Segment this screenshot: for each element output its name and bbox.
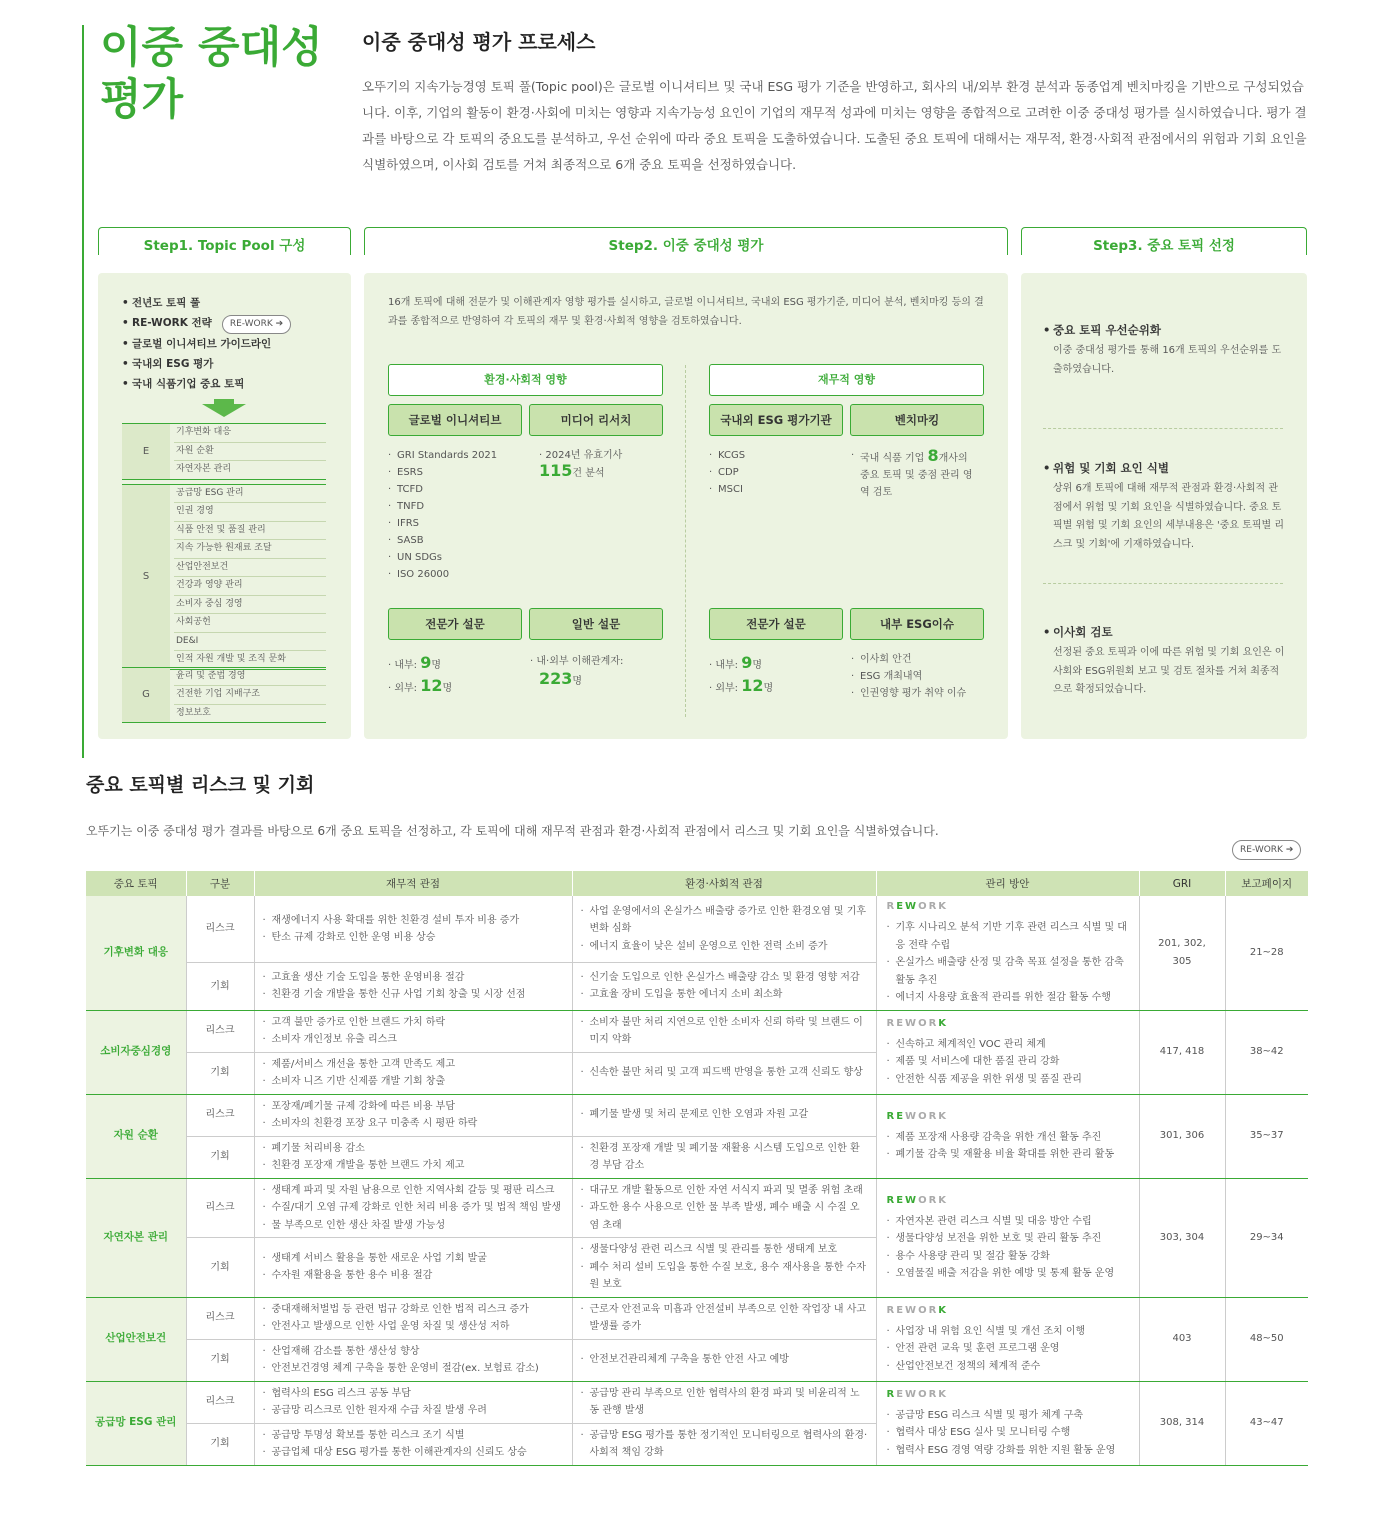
financial-opportunity bbox=[254, 963, 572, 1010]
rework-letters: REWORK bbox=[886, 901, 949, 912]
step2-description: 16개 토픽에 대해 전문가 및 이해관계자 영향 평가를 실시하고, 글로벌 이니셔티브, 국내외 ESG 평가기준, 미디어 분석, 벤치마킹 등의 결과를 종합적으로 반영하여 각 토픽의 재무 및 환경·사회적 영향을 검토하였습니다. bbox=[388, 297, 984, 327]
step1-header: Step1. Topic Pool 구성 bbox=[98, 227, 351, 255]
rework-letters: REWORK bbox=[886, 1194, 949, 1206]
risk-label: 리스크 bbox=[186, 1297, 254, 1339]
report-pages: 48~50 bbox=[1225, 1297, 1308, 1381]
internal-esg-issue-tag: 내부 ESG이슈 bbox=[850, 608, 984, 640]
benchmark-note: · 국내 식품 기업 8개사의 중요 토픽 및 중점 관리 영역 검토 bbox=[851, 446, 973, 498]
list-item: · IFRS bbox=[388, 515, 497, 532]
step3-panel bbox=[1021, 273, 1307, 739]
source-item: • RE-WORK 전략 RE-WORK ➔ bbox=[122, 313, 291, 334]
table-bullet: · 근로자 안전교육 미흡과 안전설비 부족으로 인한 작업장 내 사고 발생률 증가 bbox=[581, 1301, 868, 1336]
table-bullet: · 폐기물 발생 및 처리 문제로 인한 오염과 자원 고갈 bbox=[581, 1106, 868, 1124]
financial-risk bbox=[254, 1010, 572, 1052]
down-arrow-icon bbox=[202, 399, 246, 417]
list-item: · ESG 개최내역 bbox=[851, 668, 966, 685]
env-social-risk bbox=[572, 1178, 876, 1238]
table-bullet: · 공급망 ESG 평가를 통한 정기적인 모니터링으로 협력사의 환경·사회적 책임 강화 bbox=[581, 1427, 868, 1462]
esg-group-label: E bbox=[122, 424, 170, 479]
management-plan bbox=[876, 1094, 1139, 1178]
list-item: · 인권영향 평가 취약 이슈 bbox=[851, 685, 966, 702]
opportunity-label: 기회 bbox=[186, 1238, 254, 1298]
step3-risk-identify: • 위험 및 기회 요인 식별 상위 6개 토픽에 대해 재무적 관점과 환경·사회적 관점에서 위험 및 기회 요인을 식별하였습니다. 중요 토픽별 위험 및 기회 요인의 세부내용은 '중요 토픽별 리스크 및 기회'에 기재하였습니다. bbox=[1043, 458, 1285, 554]
topic-pool-item: 건강과 영양 관리 bbox=[174, 577, 326, 596]
table-bullet: · 공급망 관리 부족으로 인한 협력사의 환경 파괴 및 비윤리적 노동 관행 발생 bbox=[581, 1385, 868, 1420]
step2-panel bbox=[364, 273, 1008, 739]
opportunity-label: 기회 bbox=[186, 1423, 254, 1465]
topic-name: 산업안전보건 bbox=[86, 1297, 186, 1381]
gri-codes: 403 bbox=[1139, 1297, 1225, 1381]
table-bullet: · 신속한 불만 처리 및 고객 피드백 반영을 통한 고객 신뢰도 향상 bbox=[581, 1064, 868, 1082]
esg-group-s bbox=[122, 484, 326, 670]
management-plan bbox=[876, 896, 1139, 1010]
topic-name: 자연자본 관리 bbox=[86, 1178, 186, 1297]
step2-header: Step2. 이중 중대성 평가 bbox=[364, 227, 1008, 255]
env-social-opportunity bbox=[572, 1339, 876, 1381]
table-bullet: · 안전보건관리체계 구축을 통한 안전 사고 예방 bbox=[581, 1351, 868, 1369]
topic-pool-item: 지속 가능한 원재료 조달 bbox=[174, 540, 326, 559]
media-count: 115 bbox=[539, 461, 573, 480]
table-bullet: · 산업안전보건 정책의 체계적 준수 bbox=[887, 1358, 1131, 1376]
esg-agency-list bbox=[709, 447, 745, 498]
risk-section-desc: 오뚜기는 이중 중대성 평가 결과를 바탕으로 6개 중요 토픽을 선정하고, 각 토픽에 대해 재무적 관점과 환경·사회적 관점에서 리스크 및 기회 요인을 식별하였습니다. bbox=[86, 824, 939, 838]
esg-group-e bbox=[122, 423, 326, 480]
dashed-divider bbox=[685, 365, 686, 717]
table-bullet: · 탄소 규제 강화로 인한 운영 비용 상승 bbox=[263, 929, 564, 947]
list-item: · ISO 26000 bbox=[388, 566, 497, 583]
risk-section-title: 중요 토픽별 리스크 및 기회 bbox=[86, 774, 315, 796]
table-bullet: · 협력사 ESG 경영 역량 강화를 위한 지원 활동 운영 bbox=[887, 1442, 1131, 1460]
table-bullet: · 고객 불만 증가로 인한 브랜드 가치 하락 bbox=[263, 1014, 564, 1032]
gri-codes: 417, 418 bbox=[1139, 1010, 1225, 1094]
table-bullet: · 협력사 대상 ESG 실사 및 모니터링 수행 bbox=[887, 1424, 1131, 1442]
esg-rating-agency-tag: 국내외 ESG 평가기관 bbox=[709, 404, 843, 436]
column-header: 환경·사회적 관점 bbox=[572, 871, 876, 896]
topic-pool-item: 사회공헌 bbox=[174, 614, 326, 633]
report-pages: 21~28 bbox=[1225, 896, 1308, 1010]
expert-survey-counts-2: · 내부: 9명 · 외부: 12명 bbox=[709, 653, 774, 695]
table-bullet: · 포장재/폐기물 규제 강화에 따른 비용 부담 bbox=[263, 1098, 564, 1116]
env-impact-header: 환경·사회적 영향 bbox=[388, 364, 663, 396]
step1-panel bbox=[98, 273, 351, 739]
table-bullet: · 제품/서비스 개선을 통한 고객 만족도 제고 bbox=[263, 1056, 564, 1074]
table-row bbox=[86, 1094, 1308, 1136]
risk-label: 리스크 bbox=[186, 1010, 254, 1052]
rework-link[interactable]: RE-WORK ➔ bbox=[1232, 840, 1301, 860]
table-bullet: · 재생에너지 사용 확대를 위한 친환경 설비 투자 비용 증가 bbox=[263, 912, 564, 930]
table-bullet: · 폐기물 감축 및 재활용 비율 확대를 위한 관리 활동 bbox=[887, 1146, 1131, 1164]
env-social-risk bbox=[572, 1094, 876, 1136]
table-bullet: · 생물다양성 관련 리스크 식별 및 관리를 통한 생태계 보호 bbox=[581, 1241, 868, 1259]
env-social-opportunity bbox=[572, 1423, 876, 1465]
topic-pool-item: DE&I bbox=[174, 633, 326, 652]
gri-codes: 308, 314 bbox=[1139, 1381, 1225, 1465]
table-bullet: · 폐기물 처리비용 감소 bbox=[263, 1140, 564, 1158]
opportunity-label: 기회 bbox=[186, 963, 254, 1010]
list-item: · UN SDGs bbox=[388, 549, 497, 566]
table-bullet: · 신기술 도입으로 인한 온실가스 배출량 감소 및 환경 영향 저감 bbox=[581, 969, 868, 987]
topic-pool-item: 자연자본 관리 bbox=[176, 464, 232, 474]
table-bullet: · 물 부족으로 인한 생산 차질 발생 가능성 bbox=[263, 1217, 564, 1235]
management-plan bbox=[876, 1381, 1139, 1465]
topic-pool-item: 인권 경영 bbox=[174, 503, 326, 522]
table-bullet: · 생물다양성 보전을 위한 보호 및 관리 활동 추진 bbox=[887, 1230, 1131, 1248]
list-item: · 이사회 안건 bbox=[851, 651, 966, 668]
financial-risk bbox=[254, 1094, 572, 1136]
source-item: • 전년도 토픽 풀 bbox=[122, 293, 291, 313]
table-bullet: · 소비자 니즈 기반 신제품 개발 기회 창출 bbox=[263, 1073, 564, 1091]
table-bullet: · 과도한 용수 사용으로 인한 물 부족 발생, 폐수 배출 시 수질 오염 초래 bbox=[581, 1199, 868, 1234]
benchmarking-tag: 벤치마킹 bbox=[850, 404, 984, 436]
table-row bbox=[86, 1178, 1308, 1238]
table-bullet: · 공급망 리스크로 인한 원자재 수급 차질 발생 우려 bbox=[263, 1402, 564, 1420]
env-social-opportunity bbox=[572, 1136, 876, 1178]
esg-group-g bbox=[122, 667, 326, 724]
table-bullet: · 친환경 포장재 개발을 통한 브랜드 가치 제고 bbox=[263, 1157, 564, 1175]
list-item: · MSCI bbox=[709, 481, 745, 498]
opportunity-label: 기회 bbox=[186, 1136, 254, 1178]
column-header: GRI bbox=[1139, 871, 1225, 896]
topic-pool-item: 공급망 ESG 관리 bbox=[174, 485, 326, 504]
source-item: • 국내 식품기업 중요 토픽 bbox=[122, 374, 291, 394]
main-title: 이중 중대성 평가 bbox=[100, 23, 323, 125]
topic-pool-item: 인적 자원 개발 및 조직 문화 bbox=[176, 654, 286, 664]
table-bullet: · 공급망 ESG 리스크 식별 및 평가 체계 구축 bbox=[887, 1407, 1131, 1425]
arrow-right-icon: ➔ bbox=[275, 319, 284, 329]
report-pages: 35~37 bbox=[1225, 1094, 1308, 1178]
column-header: 재무적 관점 bbox=[254, 871, 572, 896]
table-row bbox=[86, 1297, 1308, 1339]
table-bullet: · 공급망 투명성 확보를 통한 리스크 조기 식별 bbox=[263, 1427, 564, 1445]
expert-survey-tag: 전문가 설문 bbox=[388, 608, 522, 640]
table-bullet: · 에너지 사용량 효율적 관리를 위한 절감 활동 수행 bbox=[887, 989, 1131, 1007]
table-bullet: · 협력사의 ESG 리스크 공동 부담 bbox=[263, 1385, 564, 1403]
table-bullet: · 친환경 기술 개발을 통한 신규 사업 기회 창출 및 시장 선점 bbox=[263, 986, 564, 1004]
table-bullet: · 생태계 서비스 활용을 통한 새로운 사업 기회 발굴 bbox=[263, 1250, 564, 1268]
column-header: 보고페이지 bbox=[1225, 871, 1308, 896]
expert-survey-tag-2: 전문가 설문 bbox=[709, 608, 843, 640]
column-header: 구분 bbox=[186, 871, 254, 896]
source-item: • 국내외 ESG 평가 bbox=[122, 354, 291, 374]
table-bullet: · 중대재해처벌법 등 관련 법규 강화로 인한 법적 리스크 증가 bbox=[263, 1301, 564, 1319]
report-pages: 29~34 bbox=[1225, 1178, 1308, 1297]
management-plan bbox=[876, 1010, 1139, 1094]
table-bullet: · 제품 및 서비스에 대한 품질 관리 강화 bbox=[887, 1053, 1131, 1071]
list-item: · SASB bbox=[388, 532, 497, 549]
fin-impact-header: 재무적 영향 bbox=[709, 364, 984, 396]
step3-board-review: • 이사회 검토 선정된 중요 토픽과 이에 따른 위험 및 기회 요인은 이사회와 ESG위원회 보고 및 검토 절차를 거쳐 최종적으로 확정되었습니다. bbox=[1043, 622, 1285, 700]
intro-paragraph: 오뚜기의 지속가능경영 토픽 풀(Topic pool)은 글로벌 이니셔티브 및 국내 ESG 평가 기준을 반영하고, 회사의 내/외부 환경 분석과 동종업계 벤치마킹을 기반으로 구성되었습니다. 이후, 기업의 활동이 환경·사회에 미치는 영향과 지속가능성 요인이 기업의 재무적 성과에 미치는 영향을 종합적으로 고려한 이중 중대성 평가를 실시하였습니다. 평가 결과를 바탕으로 각 토픽의 중요도를 분석하고, 우선 순위에 따라 중요 토픽을 도출하였습니다. 도출된 중요 토픽에 대해서는 재무적, 환경·사회적 관점에서의 위험과 기회 요인을 식별하였으며, 이사회 검토를 거쳐 최종적으로 6개 중요 토픽을 선정하였습니다. bbox=[362, 79, 1307, 172]
topic-pool-sources bbox=[122, 293, 291, 394]
table-row bbox=[86, 1381, 1308, 1423]
list-item: · GRI Standards 2021 bbox=[388, 447, 497, 464]
table-bullet: · 산업재해 감소를 통한 생산성 향상 bbox=[263, 1343, 564, 1361]
risk-opportunity-table bbox=[86, 871, 1308, 1466]
list-item: · TCFD bbox=[388, 481, 497, 498]
table-bullet: · 기후 시나리오 분석 기반 기후 관련 리스크 식별 및 대응 전략 수립 bbox=[887, 919, 1131, 954]
column-header: 관리 방안 bbox=[876, 871, 1139, 896]
step3-priority: • 중요 토픽 우선순위화 이중 중대성 평가를 통해 16개 토픽의 우선순위를 도출하였습니다. bbox=[1043, 320, 1285, 379]
topic-pool-item: 자원 순환 bbox=[174, 443, 326, 462]
section-title: 이중 중대성 평가 프로세스 bbox=[362, 30, 596, 54]
financial-risk bbox=[254, 1178, 572, 1238]
list-item: · TNFD bbox=[388, 498, 497, 515]
table-bullet: · 에너지 효율이 낮은 설비 운영으로 인한 전력 소비 증가 bbox=[581, 938, 868, 956]
table-bullet: · 안전한 식품 제공을 위한 위생 및 품질 관리 bbox=[887, 1071, 1131, 1089]
arrow-right-icon: ➔ bbox=[1285, 845, 1294, 855]
table-bullet: · 오염물질 배출 저감을 위한 예방 및 통제 활동 운영 bbox=[887, 1265, 1131, 1283]
table-bullet: · 공급업체 대상 ESG 평가를 통한 이해관계자의 신뢰도 상승 bbox=[263, 1444, 564, 1462]
financial-opportunity bbox=[254, 1238, 572, 1298]
global-initiative-list bbox=[388, 447, 497, 583]
table-bullet: · 수질/대기 오염 규제 강화로 인한 처리 비용 증가 및 법적 책임 발생 bbox=[263, 1199, 564, 1217]
table-header-row bbox=[86, 871, 1308, 896]
table-row bbox=[86, 1010, 1308, 1052]
table-bullet: · 사업장 내 위험 요인 식별 및 개선 조치 이행 bbox=[887, 1323, 1131, 1341]
financial-opportunity bbox=[254, 1423, 572, 1465]
table-bullet: · 안전사고 발생으로 인한 사업 운영 차질 및 생산성 저하 bbox=[263, 1318, 564, 1336]
internal-esg-list bbox=[851, 651, 966, 702]
benchmark-count: 8 bbox=[927, 446, 939, 465]
table-bullet: · 자연자본 관련 리스크 식별 및 대응 방안 수립 bbox=[887, 1213, 1131, 1231]
esg-group-label: S bbox=[122, 485, 170, 669]
table-bullet: · 수자원 재활용을 통한 용수 비용 절감 bbox=[263, 1267, 564, 1285]
rework-letters: REWORK bbox=[886, 1017, 949, 1029]
topic-pool-item: 건전한 기업 지배구조 bbox=[174, 686, 326, 705]
esg-group-label: G bbox=[122, 668, 170, 723]
general-survey-tag: 일반 설문 bbox=[529, 608, 663, 640]
source-item: • 글로벌 이니셔티브 가이드라인 bbox=[122, 334, 291, 354]
column-header: 중요 토픽 bbox=[86, 871, 186, 896]
list-item: · CDP bbox=[709, 464, 745, 481]
table-bullet: · 소비자 불만 처리 지연으로 인한 소비자 신뢰 하락 및 브랜드 이미지 악화 bbox=[581, 1014, 868, 1049]
table-bullet: · 고효율 장비 도입을 통한 에너지 소비 최소화 bbox=[581, 986, 868, 1004]
env-social-opportunity bbox=[572, 963, 876, 1010]
expert-survey-counts: · 내부: 9명 · 외부: 12명 bbox=[388, 653, 453, 695]
rework-letters: REWORK bbox=[886, 1304, 949, 1316]
table-bullet: · 대규모 개발 활동으로 인한 자연 서식지 파괴 및 멸종 위험 초래 bbox=[581, 1182, 868, 1200]
risk-label: 리스크 bbox=[186, 896, 254, 963]
table-bullet: · 용수 사용량 관리 및 절감 활동 강화 bbox=[887, 1248, 1131, 1266]
financial-risk bbox=[254, 1297, 572, 1339]
global-initiative-tag: 글로벌 이니셔티브 bbox=[388, 404, 522, 436]
topic-pool-item: 정보보호 bbox=[176, 707, 211, 718]
topic-pool-item: 윤리 및 준법 경영 bbox=[174, 668, 326, 687]
gri-codes: 201, 302, 305 bbox=[1139, 896, 1225, 1010]
topic-name: 기후변화 대응 bbox=[86, 896, 186, 1010]
general-survey-count: · 내·외부 이해관계자: 223명 bbox=[530, 656, 624, 688]
table-bullet: · 생태계 파괴 및 자원 남용으로 인한 지역사회 갈등 및 평판 리스크 bbox=[263, 1182, 564, 1200]
media-research-tag: 미디어 리서치 bbox=[529, 404, 663, 436]
opportunity-label: 기회 bbox=[186, 1339, 254, 1381]
accent-vertical-line bbox=[82, 25, 84, 758]
list-item: · KCGS bbox=[709, 447, 745, 464]
topic-name: 자원 순환 bbox=[86, 1094, 186, 1178]
dashed-divider bbox=[1043, 583, 1283, 584]
financial-risk bbox=[254, 896, 572, 963]
report-pages: 38~42 bbox=[1225, 1010, 1308, 1094]
management-plan bbox=[876, 1297, 1139, 1381]
table-bullet: · 소비자 개인정보 유출 리스크 bbox=[263, 1031, 564, 1049]
dashed-divider bbox=[1043, 428, 1283, 429]
management-plan bbox=[876, 1178, 1139, 1297]
opportunity-label: 기회 bbox=[186, 1052, 254, 1094]
table-bullet: · 소비자의 친환경 포장 요구 미충족 시 평판 하락 bbox=[263, 1115, 564, 1133]
rework-letters: REWORK bbox=[886, 1110, 949, 1122]
table-bullet: · 폐수 처리 설비 도입을 통한 수질 보호, 용수 재사용을 통한 수자원 보호 bbox=[581, 1259, 868, 1294]
report-pages: 43~47 bbox=[1225, 1381, 1308, 1465]
env-social-risk bbox=[572, 1297, 876, 1339]
env-social-risk bbox=[572, 1381, 876, 1423]
gri-codes: 301, 306 bbox=[1139, 1094, 1225, 1178]
topic-pool-item: 산업안전보건 bbox=[174, 559, 326, 578]
financial-opportunity bbox=[254, 1339, 572, 1381]
risk-label: 리스크 bbox=[186, 1381, 254, 1423]
topic-name: 소비자중심경영 bbox=[86, 1010, 186, 1094]
gri-codes: 303, 304 bbox=[1139, 1178, 1225, 1297]
topic-name: 공급망 ESG 관리 bbox=[86, 1381, 186, 1465]
table-bullet: · 사업 운영에서의 온실가스 배출량 증가로 인한 환경오염 및 기후변화 심화 bbox=[581, 903, 868, 938]
list-item: · ESRS bbox=[388, 464, 497, 481]
financial-opportunity bbox=[254, 1052, 572, 1094]
financial-risk bbox=[254, 1381, 572, 1423]
table-bullet: · 제품 포장재 사용량 감축을 위한 개선 활동 추진 bbox=[887, 1129, 1131, 1147]
financial-opportunity bbox=[254, 1136, 572, 1178]
risk-label: 리스크 bbox=[186, 1178, 254, 1238]
rework-letters: REWORK bbox=[886, 1388, 949, 1400]
topic-pool-item: 기후변화 대응 bbox=[174, 424, 326, 443]
table-bullet: · 안전 관련 교육 및 훈련 프로그램 운영 bbox=[887, 1340, 1131, 1358]
topic-pool-item: 식품 안전 및 품질 관리 bbox=[174, 522, 326, 541]
table-bullet: · 안전보건경영 체계 구축을 통한 운영비 절감(ex. 보험료 감소) bbox=[263, 1360, 564, 1378]
rework-link[interactable]: RE-WORK ➔ bbox=[222, 315, 291, 334]
topic-pool-item: 소비자 중심 경영 bbox=[174, 596, 326, 615]
step3-header: Step3. 중요 토픽 선정 bbox=[1021, 227, 1307, 255]
env-social-opportunity bbox=[572, 1052, 876, 1094]
table-bullet: · 온실가스 배출량 산정 및 감축 목표 설정을 통한 감축 활동 추진 bbox=[887, 954, 1131, 989]
table-row bbox=[86, 896, 1308, 963]
risk-label: 리스크 bbox=[186, 1094, 254, 1136]
env-social-opportunity bbox=[572, 1238, 876, 1298]
env-social-risk bbox=[572, 896, 876, 963]
table-bullet: · 친환경 포장재 개발 및 폐기물 재활용 시스템 도입으로 인한 환경 부담 감소 bbox=[581, 1140, 868, 1175]
media-stat: · 2024년 유효기사 115건 분석 bbox=[539, 450, 623, 480]
table-bullet: · 신속하고 체계적인 VOC 관리 체계 bbox=[887, 1036, 1131, 1054]
table-bullet: · 고효율 생산 기술 도입을 통한 운영비용 절감 bbox=[263, 969, 564, 987]
env-social-risk bbox=[572, 1010, 876, 1052]
